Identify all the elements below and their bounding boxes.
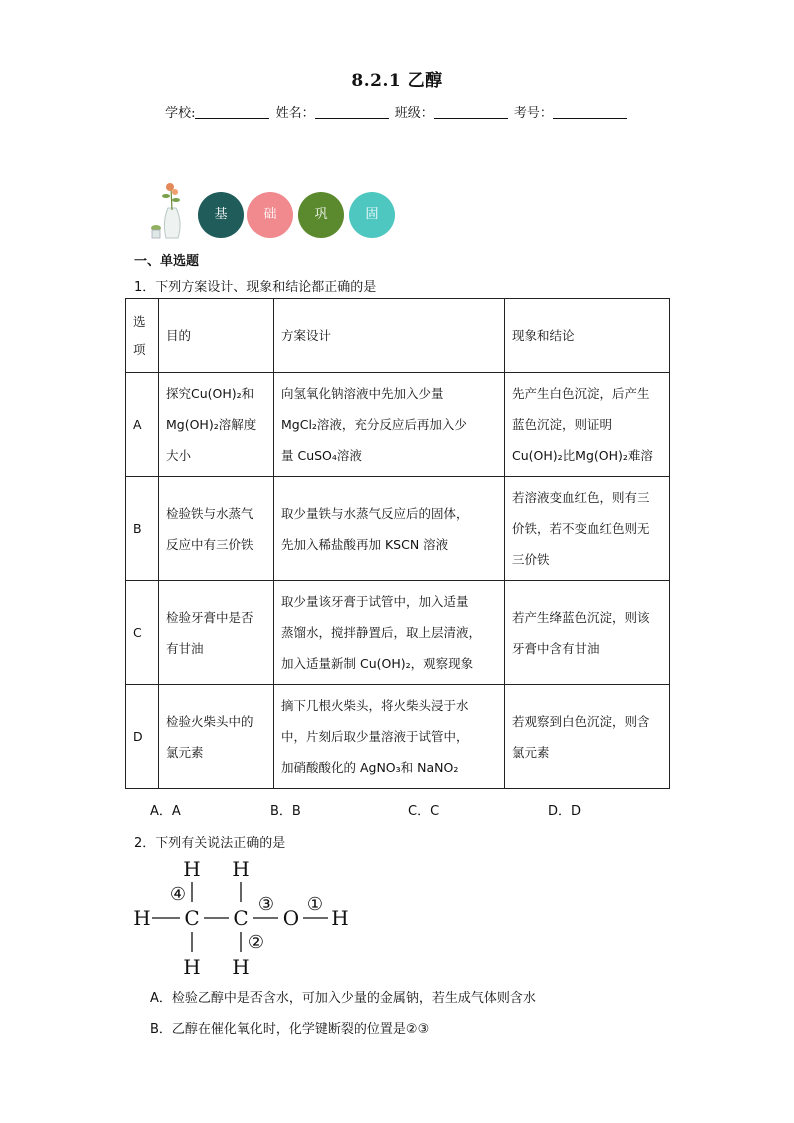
row-option: A <box>126 373 159 477</box>
bond-label-4: ④ <box>169 884 187 905</box>
atom-o: O <box>282 906 300 930</box>
header-purpose: 目的 <box>159 299 274 373</box>
number-label: 考号： <box>513 106 553 121</box>
class-blank[interactable] <box>434 106 508 119</box>
badge-3-text: 巩 <box>314 207 328 222</box>
student-info-line <box>0 102 794 121</box>
class-label: 班级： <box>394 106 434 121</box>
badge-1-text: 基 <box>214 207 228 222</box>
question-2-option-a[interactable]: A．检验乙醇中是否含水，可加入少量的金属钠，若生成气体则含水 <box>150 991 536 1006</box>
table-row <box>126 581 670 685</box>
row-purpose: 检验火柴头中的 氯元素 <box>159 685 274 789</box>
row-option: C <box>126 581 159 685</box>
atom-h-right: H <box>331 906 349 930</box>
bond-label-3: ③ <box>257 894 275 915</box>
header-result: 现象和结论 <box>505 299 670 373</box>
question-1-table <box>125 298 670 789</box>
atom-h-top-2: H <box>232 857 250 881</box>
row-design: 取少量该牙膏于试管中，加入适量 蒸馏水，搅拌静置后，取上层清液， 加入适量新制 Cu(OH)₂，观察现象 <box>274 581 505 685</box>
question-1-stem: 1．下列方案设计、现象和结论都正确的是 <box>134 280 377 295</box>
option-c[interactable]: C．C <box>408 804 440 819</box>
atom-c-1: C <box>184 906 200 930</box>
atom-c-2: C <box>233 906 249 930</box>
table-row <box>126 477 670 581</box>
question-2-option-b[interactable]: B．乙醇在催化氧化时，化学键断裂的位置是②③ <box>150 1022 430 1037</box>
badge-2 <box>247 192 293 238</box>
bond-label-2: ② <box>247 932 265 953</box>
row-result: 先产生白色沉淀，后产生 蓝色沉淀，则证明 Cu(OH)₂比Mg(OH)₂难溶 <box>505 373 670 477</box>
table-row <box>126 373 670 477</box>
page-title: 8.2.1 乙醇 <box>351 71 443 91</box>
badge-1 <box>198 192 244 238</box>
atom-h-bottom-1: H <box>183 955 201 979</box>
table-header-row <box>126 299 670 373</box>
ethanol-structure-diagram <box>128 852 368 982</box>
option-a[interactable]: A．A <box>150 804 181 819</box>
number-blank[interactable] <box>553 106 627 119</box>
question-2-stem: 2．下列有关说法正确的是 <box>134 836 286 851</box>
row-purpose: 探究Cu(OH)₂和 Mg(OH)₂溶解度 大小 <box>159 373 274 477</box>
atom-h-top-1: H <box>183 857 201 881</box>
header-design: 方案设计 <box>274 299 505 373</box>
name-label: 姓名： <box>275 106 315 121</box>
section-heading: 一、单选题 <box>134 254 200 269</box>
badge-3 <box>298 192 344 238</box>
table-row <box>126 685 670 789</box>
atom-h-bottom-2: H <box>232 955 250 979</box>
badge-2-text: 础 <box>263 207 277 222</box>
school-blank[interactable] <box>195 106 269 119</box>
option-b[interactable]: B．B <box>270 804 301 819</box>
header-option: 选项 <box>126 299 159 373</box>
row-result: 若观察到白色沉淀，则含 氯元素 <box>505 685 670 789</box>
row-result: 若溶液变血红色，则有三 价铁，若不变血红色则无 三价铁 <box>505 477 670 581</box>
row-purpose: 检验牙膏中是否 有甘油 <box>159 581 274 685</box>
row-result: 若产生绛蓝色沉淀，则该 牙膏中含有甘油 <box>505 581 670 685</box>
plant-vase-icon <box>150 182 190 240</box>
atom-h-left: H <box>133 906 151 930</box>
row-option: D <box>126 685 159 789</box>
option-d[interactable]: D．D <box>548 804 582 819</box>
row-design: 摘下几根火柴头，将火柴头浸于水 中，片刻后取少量溶液于试管中， 加硝酸酸化的 AgNO₃和 NaNO₂ <box>274 685 505 789</box>
row-design: 向氢氧化钠溶液中先加入少量 MgCl₂溶液，充分反应后再加入少 量 CuSO₄溶液 <box>274 373 505 477</box>
bond-label-1: ① <box>306 894 324 915</box>
school-label: 学校: <box>165 106 196 121</box>
row-purpose: 检验铁与水蒸气 反应中有三价铁 <box>159 477 274 581</box>
name-blank[interactable] <box>315 106 389 119</box>
badge-4 <box>349 192 395 238</box>
row-design: 取少量铁与水蒸气反应后的固体， 先加入稀盐酸再加 KSCN 溶液 <box>274 477 505 581</box>
badge-4-text: 固 <box>365 207 379 222</box>
row-option: B <box>126 477 159 581</box>
